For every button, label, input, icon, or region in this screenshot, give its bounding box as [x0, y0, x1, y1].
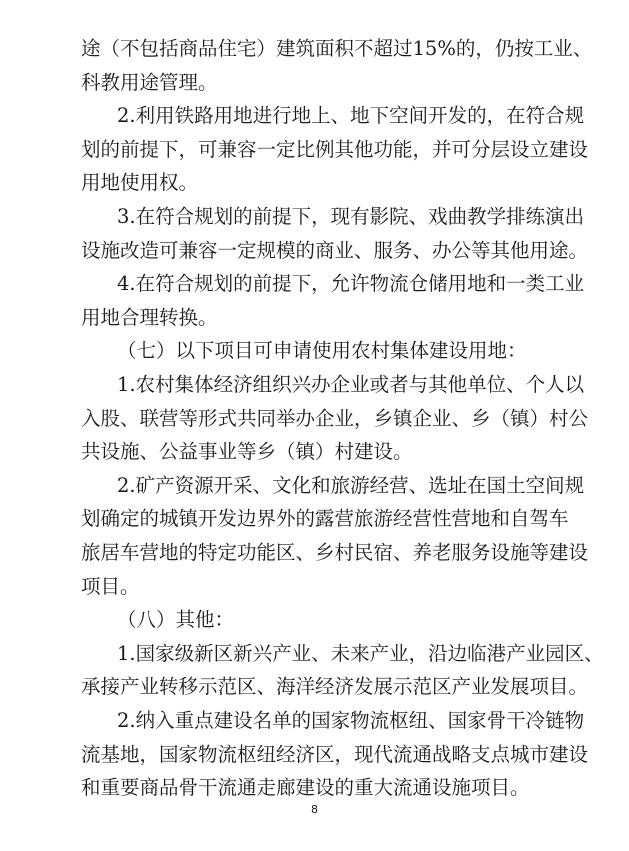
text-line: 项目。	[81, 575, 140, 598]
page-number: 8	[311, 803, 318, 816]
text-line: 入股、联营等形式共同举办企业，乡镇企业、乡（镇）村公	[81, 407, 589, 430]
text-line: 用地合理转换。	[81, 306, 218, 329]
text-line: 2.利用铁路用地进行地上、地下空间开发的，在符合规	[117, 104, 585, 127]
text-line: 4.在符合规划的前提下，允许物流仓储用地和一类工业	[117, 272, 585, 295]
text-line: 1.国家级新区新兴产业、未来产业，沿边临港产业园区、	[117, 642, 604, 665]
text-line: 划的前提下，可兼容一定比例其他功能，并可分层设立建设	[81, 138, 589, 161]
text-line: 共设施、公益事业等乡（镇）村建设。	[81, 440, 413, 463]
text-line: 2.矿产资源开采、文化和旅游经营、选址在国土空间规	[117, 474, 585, 497]
text-line: 划确定的城镇开发边界外的露营旅游经营性营地和自驾车	[81, 507, 569, 530]
text-line: 设施改造可兼容一定规模的商业、服务、办公等其他用途。	[81, 239, 589, 262]
section-heading: （七）以下项目可申请使用农村集体建设用地：	[117, 339, 527, 362]
text-line: 和重要商品骨干流通走廊建设的重大流通设施项目。	[81, 776, 530, 799]
text-line: 1.农村集体经济组织兴办企业或者与其他单位、个人以	[117, 373, 585, 396]
text-line: 2.纳入重点建设名单的国家物流枢纽、国家骨干冷链物	[117, 709, 585, 732]
text-line: 科教用途管理。	[81, 71, 218, 94]
text-line: 用地使用权。	[81, 171, 199, 194]
text-line: 3.在符合规划的前提下，现有影院、戏曲教学排练演出	[117, 205, 585, 228]
section-heading: （八）其他：	[117, 608, 235, 631]
text-line: 旅居车营地的特定功能区、乡村民宿、养老服务设施等建设	[81, 541, 589, 564]
text-line: 承接产业转移示范区、海洋经济发展示范区产业发展项目。	[81, 675, 589, 698]
text-line: 流基地，国家物流枢纽经济区，现代流通战略支点城市建设	[81, 743, 589, 766]
text-line: 途（不包括商品住宅）建筑面积不超过15%的，仍按工业、	[81, 37, 593, 60]
